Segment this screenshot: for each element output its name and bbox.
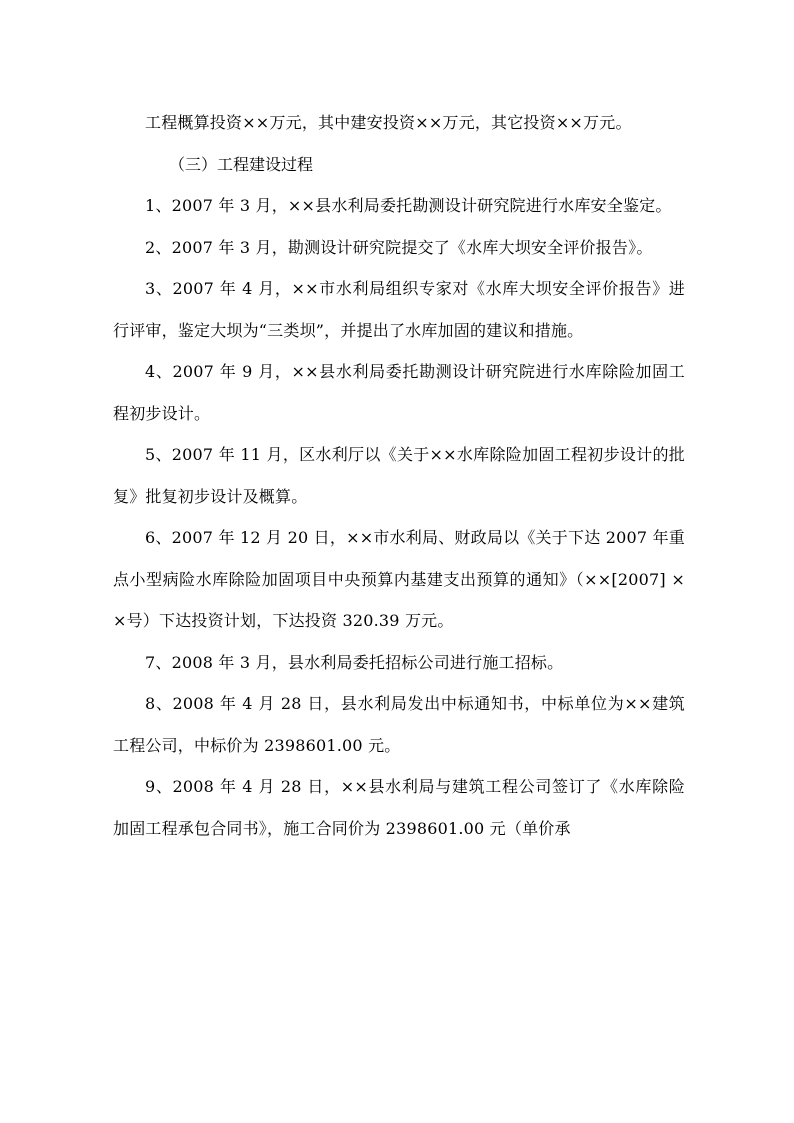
list-item: 3、2007 年 4 月，××市水利局组织专家对《水库大坝安全评价报告》进行评审，鉴定大坝为“三类坝”，并提出了水库加固的建议和措施。 xyxy=(113,279,685,340)
list-item: 2、2007 年 3 月，勘测设计研究院提交了《水库大坝安全评价报告》。 xyxy=(145,237,653,257)
document-page xyxy=(113,102,685,849)
list-item: 7、2008 年 3 月，县水利局委托招标公司进行施工招标。 xyxy=(145,652,564,672)
section-heading: （三）工程建设过程 xyxy=(169,154,314,174)
list-item: 9、2008 年 4 月 28 日，××县水利局与建筑工程公司签订了《水库除险加固工程承包合同书》，施工合同价为 2398601.00 元（单价承 xyxy=(113,777,685,838)
list-item: 8、2008 年 4 月 28 日，县水利局发出中标通知书，中标单位为××建筑工程公司，中标价为 2398601.00 元。 xyxy=(113,694,685,755)
list-item: 1、2007 年 3 月，××县水利局委托勘测设计研究院进行水库安全鉴定。 xyxy=(145,196,672,215)
list-item: 5、2007 年 11 月，区水利厅以《关于××水库除险加固工程初步设计的批复》批复初步设计及概算。 xyxy=(113,445,685,506)
list-item: 6、2007 年 12 月 20 日，××市水利局、财政局以《关于下达 2007 年重点小型病险水库除险加固项目中央预算内基建支出预算的通知》（××[2007] ××号）下达投资计划，下达投资 320.39 万元。 xyxy=(113,528,685,630)
investment-paragraph: 工程概算投资××万元，其中建安投资××万元，其它投资××万元。 xyxy=(145,113,632,132)
list-item: 4、2007 年 9 月，××县水利局委托勘测设计研究院进行水库除险加固工程初步设计。 xyxy=(113,362,685,423)
